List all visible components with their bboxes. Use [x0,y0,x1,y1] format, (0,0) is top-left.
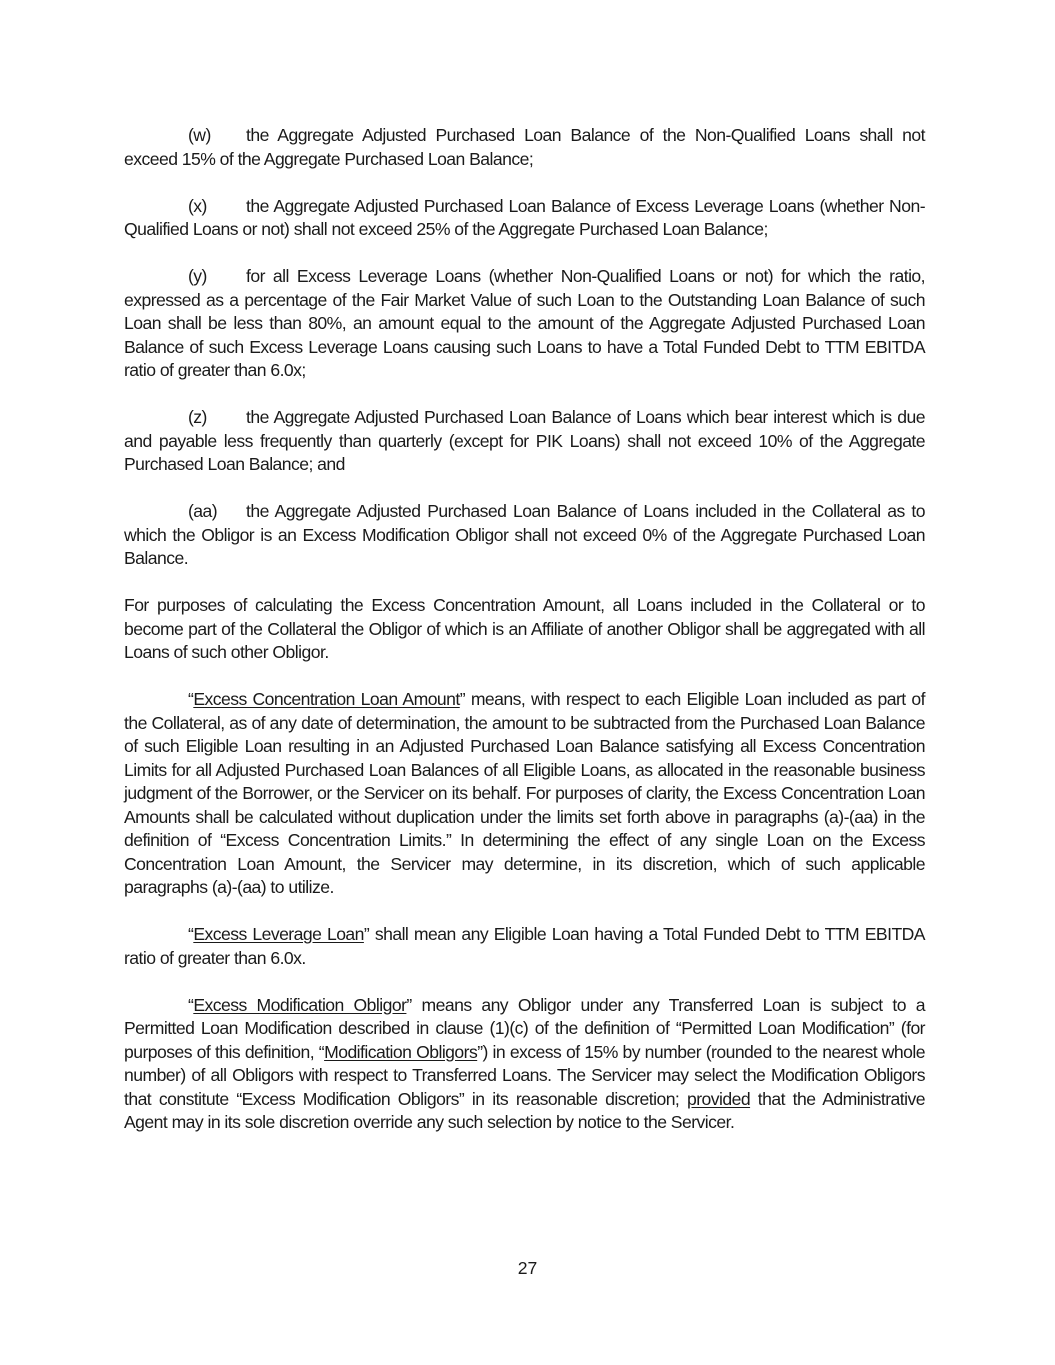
clause-text: the Aggregate Adjusted Purchased Loan Balance of Excess Leverage Loans (whether Non-Qualified Loans or not) shall not exceed 25% of the Aggregate Purchased Loan Balance; [124,195,925,239]
open-quote: “ [188,994,194,1015]
open-quote: “ [188,689,194,709]
clause-x [124,195,925,242]
clause-label: (aa) [188,501,218,521]
definition-text: means, with respect to each Eligible Loan included as part of the Collateral, as of any date of determination, the amount to be subtracted from the Purchased Loan Balance of such Eligible Loan resulting in an Adjusted Purchased Loan Balance satisfying all Excess Concentration Limits for all Adjusted Purchased Loan Balances of all Eligible Loans, as allocated in the reasonable business judgment of the Borrower, or the Servicer on its behalf. For purposes of clarity, the Excess Concentration Loan Amounts shall be calculated without duplication under the limits set forth above in paragraphs (a)-(aa) in the definition of “Excess Concentration Limits.” In determining the effect of any single Loan on the Excess Concentration Loan Amount, the Servicer may determine, in its discretion, which of such applicable paragraphs (a)-(aa) to utilize. [124,689,925,897]
document-page [124,124,925,1158]
clause-z [124,406,925,477]
definition-text: shall mean any Eligible Loan having a Total Funded Debt to TTM EBITDA ratio of greater than 6.0x. [124,924,925,968]
defined-term: Excess Leverage Loan [193,924,364,944]
defined-term: Excess Concentration Loan Amount [193,689,460,709]
clause-label: (w) [188,125,211,145]
clause-text: the Aggregate Adjusted Purchased Loan Balance of Loans included in the Collateral as to which the Obligor is an Excess Modification Obligor shall not exceed 0% of the Aggregate Purchased Loan Balance. [124,501,925,568]
definition-text: that the Administrative Agent may in its sole discretion override any such selection by notice to the Servicer. [124,1088,925,1132]
close-quote: ” [363,924,370,944]
definition-excess-modification-obligor [124,994,925,1135]
provided-term: provided [686,1088,751,1109]
definition-excess-concentration-loan-amount [124,688,925,900]
page-number: 27 [517,1258,538,1278]
clause-label: (z) [188,407,207,427]
clause-y [124,265,925,383]
definition-text: ”) in excess of 15% by number (rounded to the nearest whole number) of all Obligors with respect to Transferred Loans. The Servicer may select the Modification Obligors that constitute “Excess Modification Obligors” in its reasonable discretion; [124,1041,925,1109]
clause-w [124,124,925,171]
clause-label: (y) [188,266,207,286]
clause-text: the Aggregate Adjusted Purchased Loan Balance of Loans which bear interest which is due and payable less frequently than quarterly (except for PIK Loans) shall not exceed 10% of the Aggregate Purchased Loan Balance; and [124,407,925,474]
definition-excess-leverage-loan [124,923,925,970]
defined-term: Excess Modification Obligor [193,994,407,1015]
clause-label: (x) [188,195,207,216]
clause-text: for all Excess Leverage Loans (whether Non-Qualified Loans or not) for which the ratio, expressed as a percentage of the Fair Market Value of such Loan to the Outstanding Loan Balance of such Loan shall be less than 80%, an amount equal to the amount of the Aggregate Adjusted Purchased Loan Balance of such Excess Leverage Loans causing such Loans to have a Total Funded Debt to TTM EBITDA ratio of greater than 6.0x; [124,266,925,380]
close-quote: ” [406,994,412,1015]
open-quote: “ [188,924,194,944]
close-quote: ” [459,689,466,709]
clause-aa [124,500,925,571]
aggregation-paragraph: For purposes of calculating the Excess Concentration Amount, all Loans included in the Collateral or to become part of the Collateral the Obligor of which is an Affiliate of another Obligor shall be aggregated with all Loans of such other Obligor. [124,595,925,662]
clause-text: the Aggregate Adjusted Purchased Loan Balance of the Non-Qualified Loans shall not exceed 15% of the Aggregate Purchased Loan Balance; [124,125,925,169]
definition-text: means any Obligor under any Transferred Loan is subject to a Permitted Loan Modification described in clause (1)(c) of the definition of “Permitted Loan Modification” (for purposes of this definition, “ [124,994,926,1062]
defined-term-modification-obligors: Modification Obligors [324,1041,478,1062]
